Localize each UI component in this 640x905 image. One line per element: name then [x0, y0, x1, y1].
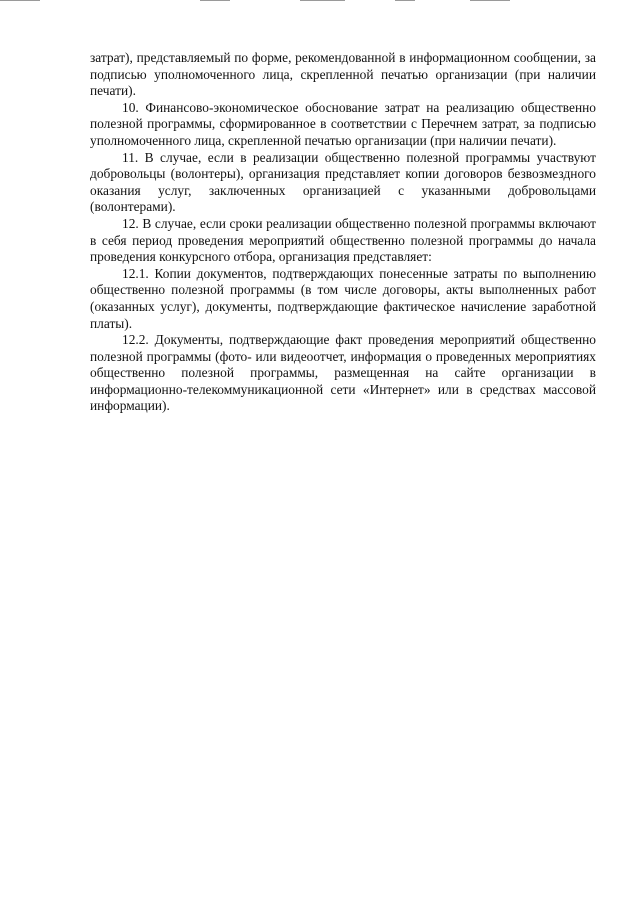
scan-top-edge — [0, 0, 640, 4]
paragraph-11: 11. В случае, если в реализации общественно полезной программы участвуют добровольцы (волонтеры), организация представляет копии договоров безвозмездного оказания услуг, заключенных организацией с указанными добровольцами (волонтерами). — [90, 149, 596, 215]
paragraph-10: 10. Финансово-экономическое обоснование затрат на реализацию общественно полезной программы, сформированное в соответствии с Перечнем затрат, за подписью уполномоченного лица, скрепленной печатью организации (при наличии печати). — [90, 99, 596, 148]
paragraph-continuation: затрат), представляемый по форме, рекомендованной в информационном сообщении, за подписью уполномоченного лица, скрепленной печатью организации (при наличии печати). — [90, 50, 596, 99]
paragraph-12: 12. В случае, если сроки реализации общественно полезной программы включают в себя период проведения мероприятий общественно полезной программы до начала проведения конкурсного отбора, организация представляет: — [90, 215, 596, 265]
paragraph-12-1: 12.1. Копии документов, подтверждающих понесенные затраты по выполнению общественно полезной программы (в том числе договоры, акты выполненных работ (оказанных услуг), документы, подтверждающие фактическое начисление заработной платы). — [90, 265, 596, 331]
document-body — [90, 50, 596, 415]
paragraph-12-2: 12.2. Документы, подтверждающие факт проведения мероприятий общественно полезной программы (фото- или видеоотчет, информация о проведенных мероприятиях общественно полезной программы, размещенная на сайте организации в информационно-телекоммуникационной сети «Интернет» или в средствах массовой информации). — [90, 332, 596, 414]
